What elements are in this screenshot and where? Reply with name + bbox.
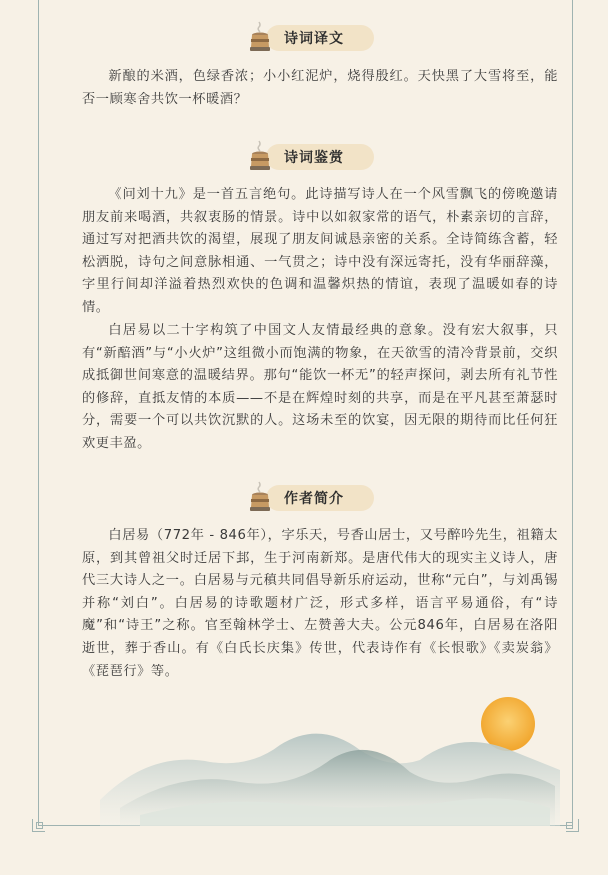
wine-pot-icon bbox=[246, 480, 274, 514]
section-header-author bbox=[82, 474, 558, 518]
translation-paragraph: 新酿的米酒，色绿香浓；小小红泥炉，烧得殷红。天快黑了大雪将至，能否一顾寒舍共饮一杯暖酒？ bbox=[82, 69, 558, 107]
wine-pot-icon bbox=[246, 139, 274, 173]
mountain-sun-landscape bbox=[40, 690, 570, 826]
appreciation-paragraph-1: 《问刘十九》是一首五言绝句。此诗描写诗人在一个风雪飘飞的傍晚邀请朋友前来喝酒，共叙衷肠的情景。诗中以如叙家常的语气，朴素亲切的言辞，通过写对把酒共饮的渴望，展现了朋友间诚恳亲密的关系。全诗简练含蓄，轻松洒脱，诗句之间意脉相通、一气贯之；诗中没有深远寄托，没有华丽辞藻，字里行间却洋溢着热烈欢快的色调和温馨炽热的情谊，表现了温暖如春的诗情。 bbox=[82, 187, 558, 315]
section-title: 诗词译文 bbox=[284, 31, 344, 47]
section-header-translation bbox=[82, 14, 558, 58]
section-title: 作者简介 bbox=[284, 491, 344, 507]
section-title: 诗词鉴赏 bbox=[284, 150, 344, 166]
section-header-appreciation bbox=[82, 133, 558, 177]
wine-pot-icon bbox=[246, 20, 274, 54]
frame-right-border bbox=[572, 0, 573, 826]
author-paragraph: 白居易（772年 - 846年），字乐天，号香山居士，又号醉吟先生，祖籍太原，到其曾祖父时迁居下邽，生于河南新郑。是唐代伟大的现实主义诗人，唐代三大诗人之一。白居易与元稹共同倡导新乐府运动，世称“元白”，与刘禹锡并称“刘白”。白居易的诗歌题材广泛，形式多样，语言平易通俗，有“诗魔”和“诗王”之称。官至翰林学士、左赞善大夫。公元846年，白居易在洛阳逝世，葬于香山。有《白氏长庆集》传世，代表诗作有《长恨歌》《卖炭翁》《琵琶行》等。 bbox=[82, 528, 558, 679]
appreciation-paragraph-2: 白居易以二十字构筑了中国文人友情最经典的意象。没有宏大叙事，只有“新醅酒”与“小火炉”这组微小而饱满的物象，在天欲雪的清冷背景前，交织成抵御世间寒意的温暖结界。那句“能饮一杯无”的轻声探问，剥去所有礼节性的修辞，直抵友情的本质——不是在辉煌时刻的共享，而是在平凡甚至萧瑟时分，需要一个可以共饮沉默的人。这场未至的饮宴，因无限的期待而比任何狂欢更丰盈。 bbox=[82, 323, 558, 451]
frame-left-border bbox=[38, 0, 39, 826]
sun-icon bbox=[481, 697, 535, 751]
